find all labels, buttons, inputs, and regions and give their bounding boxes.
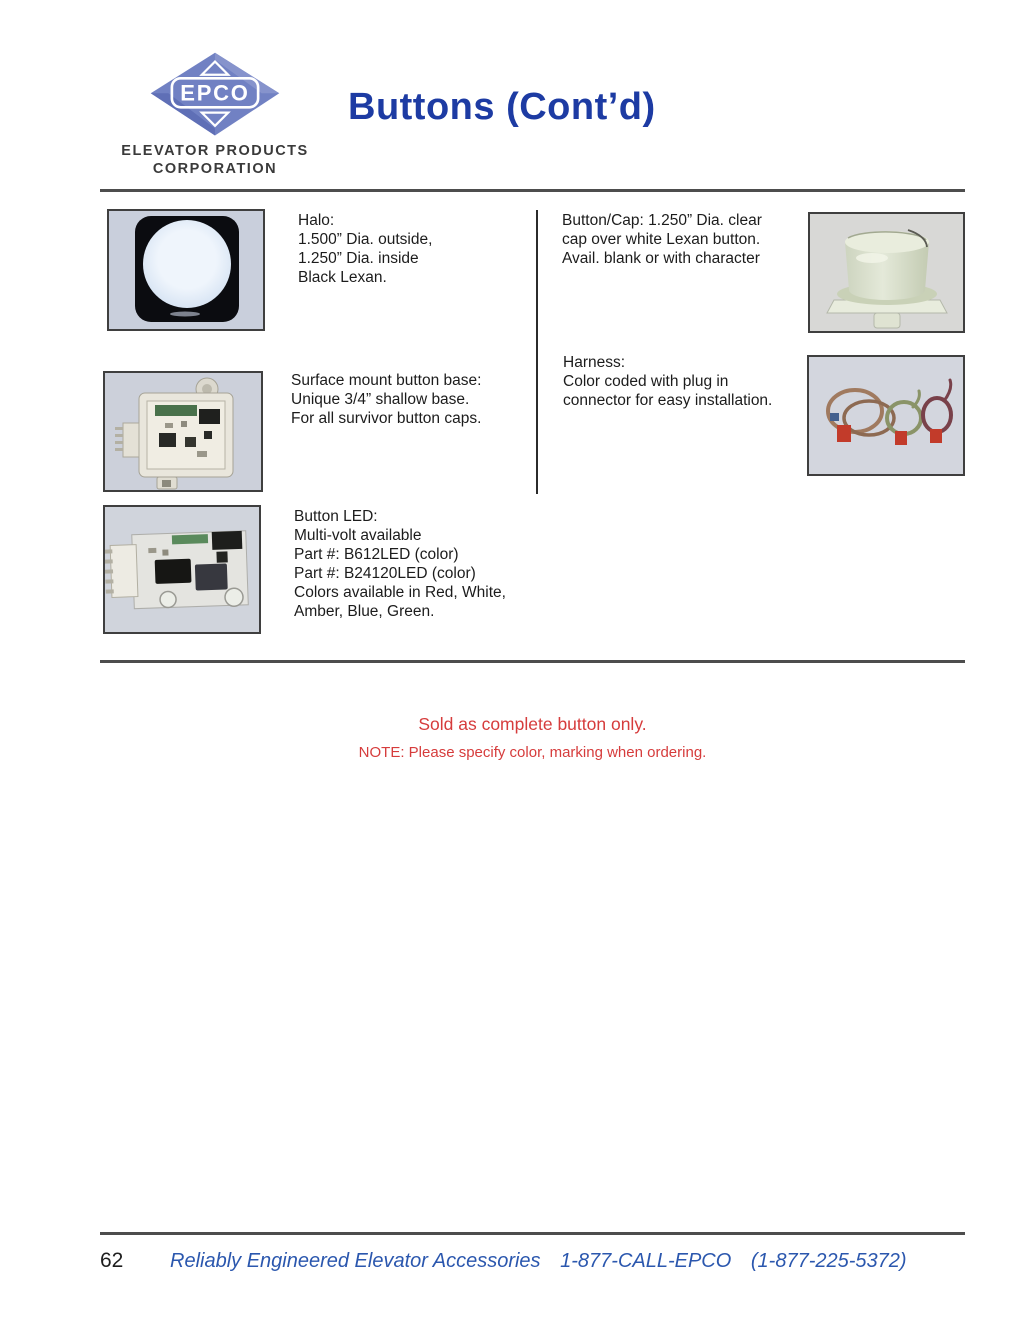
column-divider	[536, 210, 538, 494]
button-led-spec-text	[294, 507, 506, 621]
spec-line: cap over white Lexan button.	[562, 231, 761, 248]
spec-line: Button/Cap: 1.250” Dia. clear	[562, 212, 762, 229]
order-notices	[100, 714, 965, 761]
logo-block	[105, 48, 325, 178]
spec-line: Colors available in Red, White,	[294, 584, 506, 601]
spec-line: Surface mount button base:	[291, 372, 482, 389]
surface-base-spec-text	[291, 371, 481, 428]
led-board-photo	[103, 505, 261, 634]
spec-line: connector for easy installation.	[563, 392, 773, 409]
page-title: Buttons (Cont’d)	[348, 86, 656, 128]
sold-notice: Sold as complete button only.	[418, 714, 647, 734]
halo-spec-text	[298, 211, 432, 287]
ordering-note: NOTE: Please specify color, marking when ordering.	[358, 744, 707, 761]
company-name-line2: CORPORATION	[152, 161, 278, 177]
footer-tagline: Reliably Engineered Elevator Accessories	[170, 1250, 541, 1272]
button-cap-spec-text	[562, 211, 762, 268]
footer-divider	[100, 1232, 965, 1235]
spec-line: Color coded with plug in	[563, 373, 729, 390]
spec-line: Multi-volt available	[294, 527, 422, 544]
spec-line: 1.500” Dia. outside,	[298, 231, 433, 248]
page-number: 62	[100, 1249, 124, 1272]
spec-line: Button LED:	[294, 508, 378, 525]
spec-line: For all survivor button caps.	[291, 410, 482, 427]
spec-line: Part #: B24120LED (color)	[294, 565, 476, 582]
clear-cap-button-photo	[808, 212, 965, 333]
harness-spec-text	[563, 353, 772, 410]
spec-line: Harness:	[563, 354, 626, 371]
logo-text: EPCO	[180, 80, 250, 106]
footer-phone-numeric: (1-877-225-5372)	[750, 1250, 907, 1272]
top-divider	[100, 189, 965, 192]
spec-line: Amber, Blue, Green.	[294, 603, 435, 620]
surface-mount-base-photo	[103, 371, 263, 492]
spec-line: 1.250” Dia. inside	[298, 250, 419, 267]
spec-line: Part #: B612LED (color)	[294, 546, 459, 563]
middle-divider	[100, 660, 965, 663]
footer-tagline-row	[170, 1250, 907, 1273]
wire-harness-photo	[807, 355, 965, 476]
spec-line: Avail. blank or with character	[562, 250, 760, 267]
spec-line: Unique 3/4” shallow base.	[291, 391, 470, 408]
spec-line: Black Lexan.	[298, 269, 387, 286]
epco-diamond-logo-icon	[149, 48, 281, 142]
footer-phone-vanity: 1-877-CALL-EPCO	[560, 1250, 732, 1272]
halo-button-photo	[107, 209, 265, 331]
company-name-line1: ELEVATOR PRODUCTS	[121, 143, 309, 159]
spec-line: Halo:	[298, 212, 335, 229]
